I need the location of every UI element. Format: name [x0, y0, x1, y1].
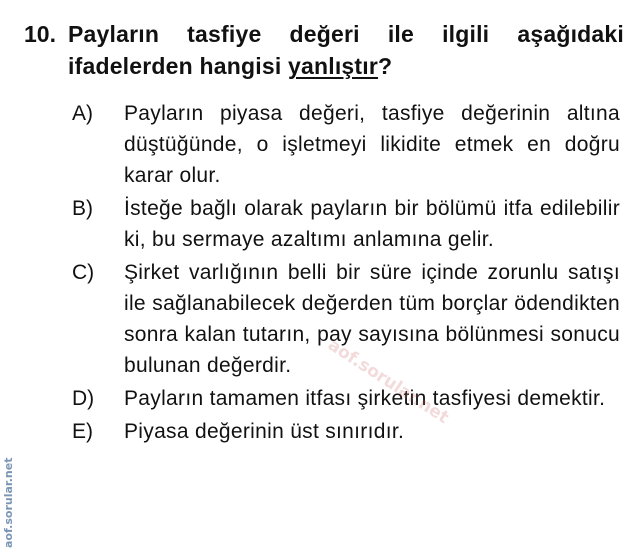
question — [24, 18, 624, 82]
option-text: Şirket varlığının belli bir süre içinde zorunlu satışı ile sağlanabilecek değerden tüm borçlar ödendikten sonra kalan tutarın, pay sayısına bölünmesi sonucu bulunan değerdir. — [124, 261, 620, 377]
option-b[interactable] — [72, 193, 620, 255]
option-letter: C) — [72, 261, 95, 284]
option-d[interactable] — [72, 383, 620, 414]
question-text — [68, 18, 624, 82]
option-letter: A) — [72, 102, 93, 125]
side-watermark-text: aof.sorular.net — [2, 457, 15, 548]
option-letter: D) — [72, 387, 95, 410]
option-a[interactable] — [72, 98, 620, 191]
question-text-end: ? — [378, 53, 393, 79]
option-letter: B) — [72, 197, 93, 220]
option-e[interactable] — [72, 416, 620, 447]
option-text: Payların tamamen itfası şirketin tasfiyesi demektir. — [124, 387, 606, 410]
diagonal-watermark: aof.sorular.net — [324, 335, 453, 428]
option-text: İsteğe bağlı olarak payların bir bölümü itfa edilebilir ki, bu sermaye azaltımı anlamına gelir. — [124, 197, 620, 251]
option-text: Piyasa değerinin üst sınırıdır. — [124, 420, 405, 443]
question-number: 10. — [24, 21, 56, 47]
question-emphasis: yanlıştır — [288, 53, 379, 79]
option-letter: E) — [72, 420, 93, 443]
option-text: Payların piyasa değeri, tasfiye değerinin altına düştüğünde, o işletmeyi likidite etmek en doğru karar olur. — [124, 102, 620, 187]
answer-options — [72, 98, 620, 447]
question-text-main: Payların tasfiye değeri ile ilgili aşağıdaki ifadelerden hangisi — [68, 21, 624, 79]
question-row — [24, 18, 624, 82]
side-watermark — [1, 438, 21, 548]
